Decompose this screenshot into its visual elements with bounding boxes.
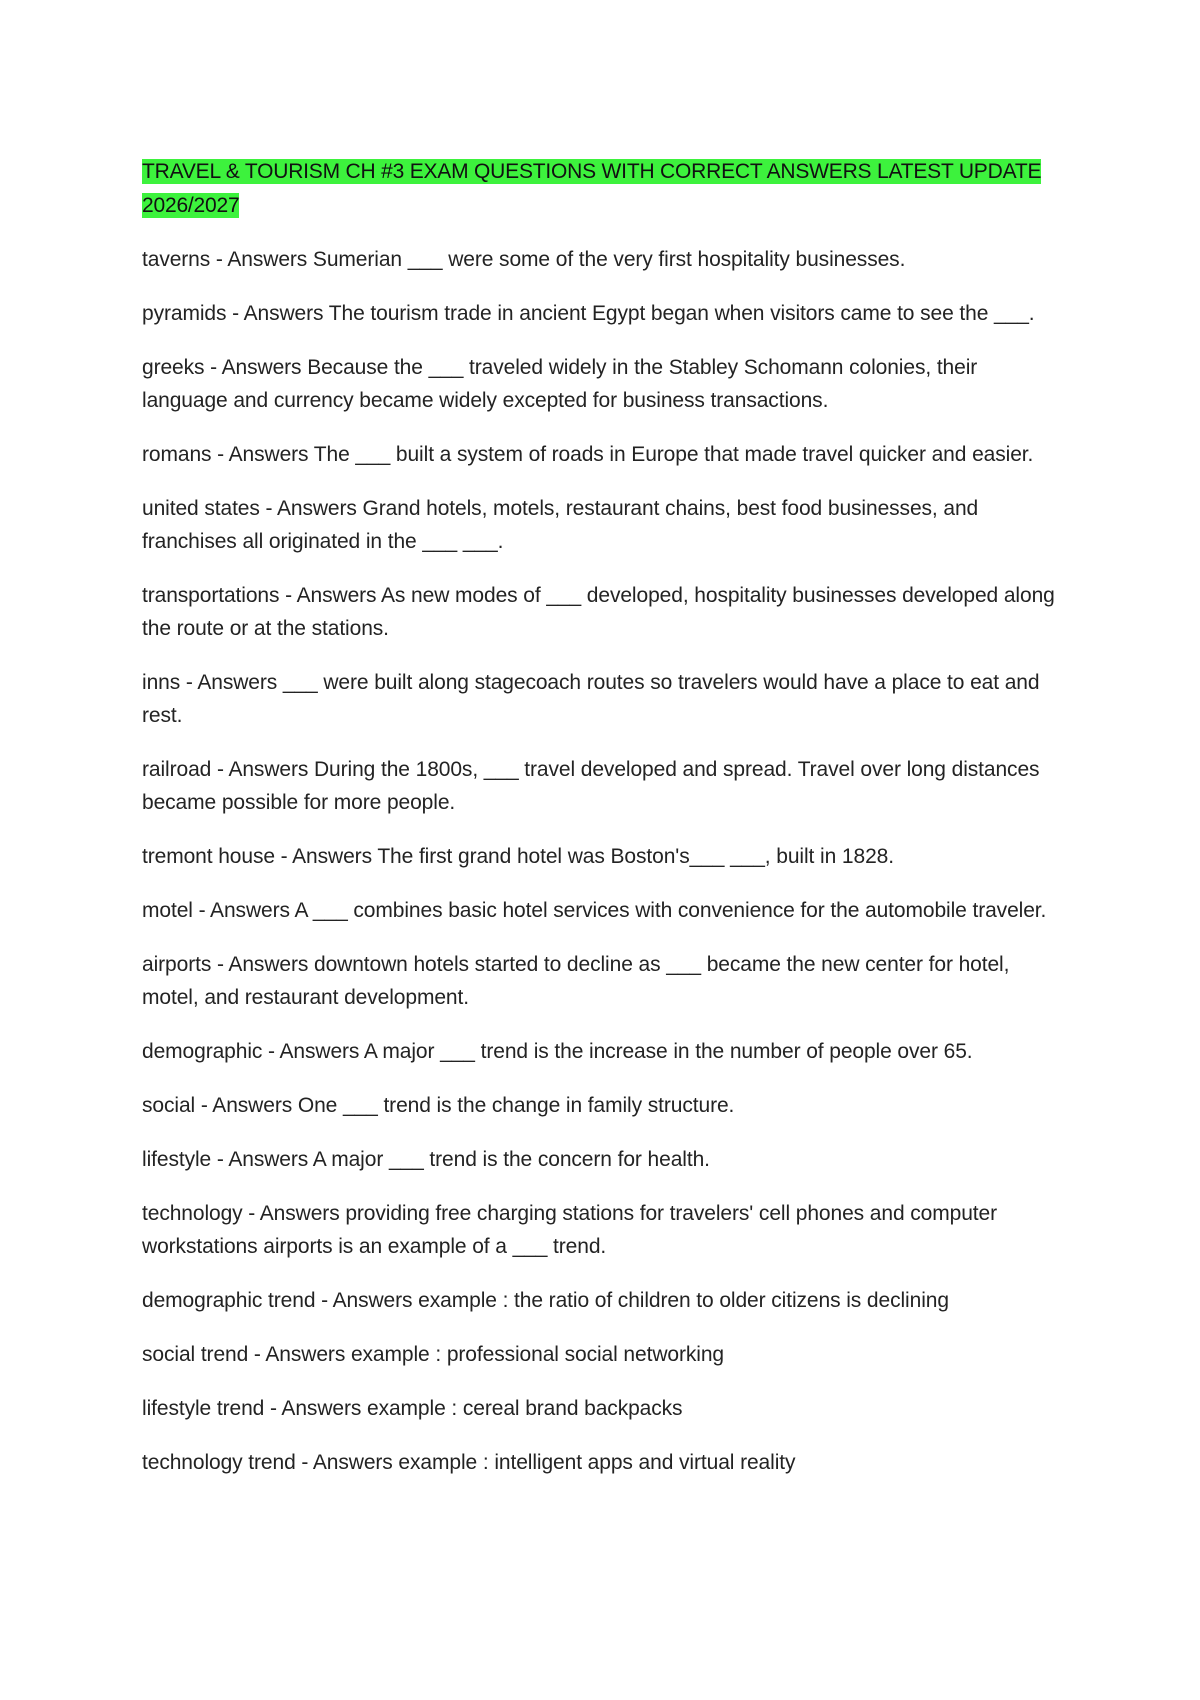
- document-title-text: TRAVEL & TOURISM CH #3 EXAM QUESTIONS WITH CORRECT ANSWERS LATEST UPDATE 2026/2027: [142, 160, 1042, 217]
- qa-item: lifestyle trend - Answers example : cereal brand backpacks: [142, 1397, 683, 1420]
- qa-item: demographic trend - Answers example : the ratio of children to older citizens is declining: [142, 1289, 949, 1312]
- qa-item: lifestyle - Answers A major ___ trend is the concern for health.: [142, 1148, 710, 1171]
- qa-item: romans - Answers The ___ built a system of roads in Europe that made travel quicker and easier.: [142, 443, 1034, 466]
- qa-item: technology - Answers providing free charging stations for travelers' cell phones and computer workstations airports is an example of a ___ trend.: [142, 1202, 998, 1258]
- qa-item: pyramids - Answers The tourism trade in ancient Egypt began when visitors came to see the ___.: [142, 302, 1035, 325]
- qa-item: technology trend - Answers example : intelligent apps and virtual reality: [142, 1451, 796, 1474]
- qa-item: transportations - Answers As new modes of ___ developed, hospitality businesses developed along the route or at the stations.: [142, 584, 1055, 640]
- qa-item: railroad - Answers During the 1800s, ___ travel developed and spread. Travel over long distances became possible for more people.: [142, 758, 1040, 814]
- qa-item: greeks - Answers Because the ___ traveled widely in the Stabley Schomann colonies, their language and currency became widely excepted for business transactions.: [142, 356, 978, 412]
- qa-item: demographic - Answers A major ___ trend is the increase in the number of people over 65.: [142, 1040, 973, 1063]
- document-title: [142, 155, 1062, 223]
- qa-item: united states - Answers Grand hotels, motels, restaurant chains, best food businesses, and franchises all originated in the ___ ___.: [142, 497, 979, 553]
- qa-item: inns - Answers ___ were built along stagecoach routes so travelers would have a place to eat and rest.: [142, 671, 1040, 727]
- document-body: [142, 155, 1062, 1500]
- qa-item: airports - Answers downtown hotels started to decline as ___ became the new center for hotel, motel, and restaurant development.: [142, 953, 1010, 1009]
- qa-item: motel - Answers A ___ combines basic hotel services with convenience for the automobile traveler.: [142, 899, 1047, 922]
- qa-item: social trend - Answers example : professional social networking: [142, 1343, 724, 1366]
- qa-list: [142, 243, 1062, 1479]
- qa-item: tremont house - Answers The first grand hotel was Boston's___ ___, built in 1828.: [142, 845, 894, 868]
- qa-item: taverns - Answers Sumerian ___ were some of the very first hospitality businesses.: [142, 248, 906, 271]
- qa-item: social - Answers One ___ trend is the change in family structure.: [142, 1094, 735, 1117]
